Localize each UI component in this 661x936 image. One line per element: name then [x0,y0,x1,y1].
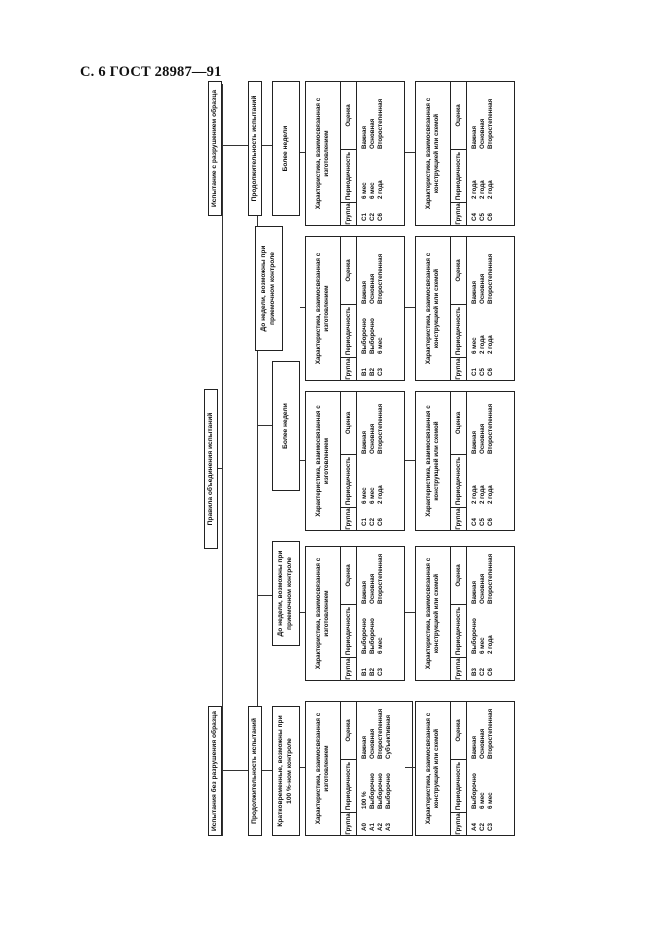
column-grade [361,82,385,151]
cell: 2 года [471,180,478,199]
cell: Выборочно [385,773,393,809]
cell: 6 мес [377,637,385,654]
cell: C6 [487,668,495,676]
card-rows [357,237,385,380]
column-header-group: Группа [451,507,466,530]
cell: C6 [487,213,495,221]
column-header-group: Группа [451,657,466,680]
column-grade [471,237,495,306]
cell: 6 мес [471,337,478,354]
column-group [361,508,385,530]
cell: C6 [487,518,495,526]
cell: Важная [361,430,368,454]
duration-destructive: Продолжительность испытаний [248,81,262,216]
column-header-group: Группа [341,507,356,530]
cell: 2 года [487,335,495,354]
connector [300,767,305,768]
cell: C2 [479,668,487,676]
column-header-grade: Оценка [345,104,352,127]
column-group [471,813,495,835]
card-header-row [451,702,467,835]
cell: Основная [369,118,377,149]
cell: Важная [361,580,368,604]
cell: C1 [361,518,368,526]
design-card [415,236,515,381]
cell: C3 [377,668,385,676]
column-header-period: Периодичность [341,454,356,507]
card-header-row [451,547,467,680]
connector [257,595,272,596]
connector [222,770,248,771]
card-rows [357,392,385,530]
design-card [415,391,515,531]
cell: C3 [377,368,385,376]
manufacturing-card [305,81,405,226]
column-header-period: Периодичность [341,149,356,202]
column-grade [471,702,495,761]
column-header-group: Группа [451,357,466,380]
column-period [471,606,495,658]
connector [300,307,305,308]
column-group [471,358,495,380]
cell: B1 [361,368,368,376]
card-rows [357,702,393,835]
cell: C5 [479,213,487,221]
diagram [200,76,495,836]
cell: C5 [479,368,487,376]
column-period [361,151,385,203]
cell: C1 [361,213,368,221]
card-title: Характеристика, взаимосвязанная с конструкцией или схемой [416,392,451,530]
card-title: Характеристика, взаимосвязанная с конструкцией или схемой [416,547,451,680]
column-header-grade: Оценка [455,259,462,282]
card-rows [467,702,495,835]
column-header-group: Группа [341,357,356,380]
cell: Основная [369,573,377,604]
cell: C2 [369,518,377,526]
column-header-group: Группа [341,812,356,835]
column-header-group: Группа [451,812,466,835]
cell: Основная [479,423,487,454]
cell: 6 мес [487,792,495,809]
cell: Второстепенная [377,403,385,454]
card-rows [467,392,495,530]
cell: B2 [369,368,377,376]
column-grade [471,392,495,456]
column-header-grade: Оценка [455,411,462,435]
column-header-grade: Оценка [345,719,352,742]
connector [300,612,305,613]
connector [405,767,415,768]
card-header-row [341,702,357,835]
column-header-group: Группа [341,657,356,680]
column-header-grade: Оценка [345,564,352,587]
connector [405,152,415,153]
cell: Важная [361,280,368,304]
column-header-period: Периодичность [341,304,356,357]
cell: Выборочно [369,773,377,809]
design-card [415,546,515,681]
column-grade [361,392,385,456]
cell: A1 [369,823,377,831]
cell: Важная [361,125,368,149]
cell: 2 года [377,180,385,199]
connector [257,425,272,426]
cell: Основная [479,573,487,604]
connector [300,152,305,153]
column-period [361,761,393,813]
cell: B1 [361,668,368,676]
branch-destructive: Испытание с разрушением образца [208,81,222,216]
connector [405,460,415,461]
cell: 2 года [487,485,495,504]
column-period [471,761,495,813]
cell: A0 [361,823,368,831]
cell: Второстепенная [487,98,495,149]
cell: Основная [369,728,377,759]
cell: A3 [385,823,393,831]
card-title: Характеристика, взаимосвязанная с конструкцией или схемой [416,82,451,225]
group-over-week-2: Более недели [272,81,300,216]
group-up-to-week-2: До недели, возможны при приемочном контроле [255,226,283,351]
card-header-row [451,82,467,225]
card-title: Характеристика, взаимосвязанная с изготовлением [306,237,341,380]
column-header-period: Периодичность [451,759,466,812]
cell: 2 года [471,485,478,504]
column-header-group: Группа [451,202,466,225]
column-group [361,203,385,225]
cell: Выборочно [361,618,368,654]
card-title: Характеристика, взаимосвязанная с изготовлением [306,702,341,835]
column-grade [361,547,385,606]
cell: 2 года [479,335,487,354]
cell: B3 [471,668,478,676]
card-header-row [341,82,357,225]
connector [262,145,272,146]
column-group [361,358,385,380]
column-period [361,606,385,658]
card-header-row [451,392,467,530]
column-header-period: Периодичность [451,149,466,202]
column-period [471,306,495,358]
column-group [361,658,385,680]
card-title: Характеристика, взаимосвязанная с изготовлением [306,82,341,225]
cell: Второстепенная [487,553,495,604]
design-card [415,81,515,226]
cell: Важная [361,735,368,759]
root-label: Правила объединения испытаний [206,412,214,526]
column-period [361,456,385,508]
cell: B2 [369,668,377,676]
cell: A4 [471,823,478,831]
manufacturing-card [305,391,405,531]
column-header-group: Группа [341,202,356,225]
column-header-grade: Оценка [455,104,462,127]
design-card [415,701,515,836]
cell: Выборочно [471,618,478,654]
column-header-grade: Оценка [345,259,352,282]
cell: C4 [471,213,478,221]
cell: 100 % [361,791,368,809]
cell: 6 мес [361,182,368,199]
card-header-row [451,237,467,380]
cell: Выборочно [361,318,368,354]
card-title: Характеристика, взаимосвязанная с конструкцией или схемой [416,237,451,380]
cell: Важная [471,580,478,604]
cell: Второстепенная [377,98,385,149]
column-header-grade: Оценка [455,719,462,742]
cell: Субъективная [385,714,393,759]
column-grade [361,237,385,306]
cell: Выборочно [369,318,377,354]
cell: Выборочно [471,773,478,809]
branch-nondestructive: Испытания без разрушения образца [208,706,222,836]
column-period [471,151,495,203]
cell: 6 мес [479,792,487,809]
cell: C4 [471,518,478,526]
card-rows [357,82,385,225]
cell: Второстепенная [487,403,495,454]
cell: Второстепенная [377,708,385,759]
cell: Основная [479,728,487,759]
connector [218,468,223,469]
duration-nondestructive: Продолжительность испытаний [248,706,262,836]
card-title: Характеристика, взаимосвязанная с изготовлением [306,392,341,530]
cell: Важная [471,735,478,759]
cell: 2 года [479,485,487,504]
cell: Второстепенная [377,253,385,304]
cell: Выборочно [369,618,377,654]
column-group [471,203,495,225]
column-grade [471,547,495,606]
cell: 6 мес [377,337,385,354]
column-grade [361,702,393,761]
cell: C2 [369,213,377,221]
column-period [471,456,495,508]
column-header-grade: Оценка [345,411,352,435]
connector [222,145,248,146]
column-period [361,306,385,358]
cell: 2 года [479,180,487,199]
cell: C3 [487,823,495,831]
group-up-to-week-1: До недели, возможны при приемочном контроле [272,541,300,646]
column-header-period: Периодичность [341,759,356,812]
card-header-row [341,237,357,380]
cell: Основная [479,273,487,304]
card-header-row [341,547,357,680]
column-header-period: Периодичность [341,604,356,657]
manufacturing-card [305,701,413,836]
cell: C5 [479,518,487,526]
connector [222,84,223,836]
column-group [361,813,393,835]
cell: Второстепенная [487,708,495,759]
cell: 6 мес [479,637,487,654]
card-rows [357,547,385,680]
column-header-period: Периодичность [451,454,466,507]
cell: Важная [471,280,478,304]
cell: 2 года [377,485,385,504]
connector [262,770,272,771]
cell: C2 [479,823,487,831]
column-header-period: Периодичность [451,304,466,357]
connector [300,460,305,461]
cell: A2 [377,823,385,831]
cell: 2 года [487,635,495,654]
cell: 6 мес [361,487,368,504]
cell: C6 [377,518,385,526]
column-header-period: Периодичность [451,604,466,657]
column-group [471,658,495,680]
cell: Основная [369,423,377,454]
manufacturing-card [305,236,405,381]
cell: Выборочно [377,773,385,809]
group-over-week-1: Более недели [272,361,300,491]
column-grade [471,82,495,151]
card-rows [467,237,495,380]
column-group [471,508,495,530]
card-title: Характеристика, взаимосвязанная с конструкцией или схемой [416,702,451,835]
cell: C1 [471,368,478,376]
cell: Второстепенная [377,553,385,604]
column-header-grade: Оценка [455,564,462,587]
cell: Основная [369,273,377,304]
card-title: Характеристика, взаимосвязанная с изготовлением [306,547,341,680]
connector [405,307,415,308]
cell: Важная [471,430,478,454]
cell: Основная [479,118,487,149]
page-header: С. 6 ГОСТ 28987—91 [80,64,222,80]
manufacturing-card [305,546,405,681]
card-header-row [341,392,357,530]
cell: 6 мес [369,487,377,504]
group-short-term: Кратковременные, возможны при 100 %-ном контроле [272,706,300,836]
cell: C6 [487,368,495,376]
card-rows [467,547,495,680]
cell: Важная [471,125,478,149]
cell: C6 [377,213,385,221]
cell: 2 года [487,180,495,199]
cell: Второстепенная [487,253,495,304]
root-box [204,389,218,549]
card-rows [467,82,495,225]
cell: 6 мес [369,182,377,199]
connector [405,612,415,613]
